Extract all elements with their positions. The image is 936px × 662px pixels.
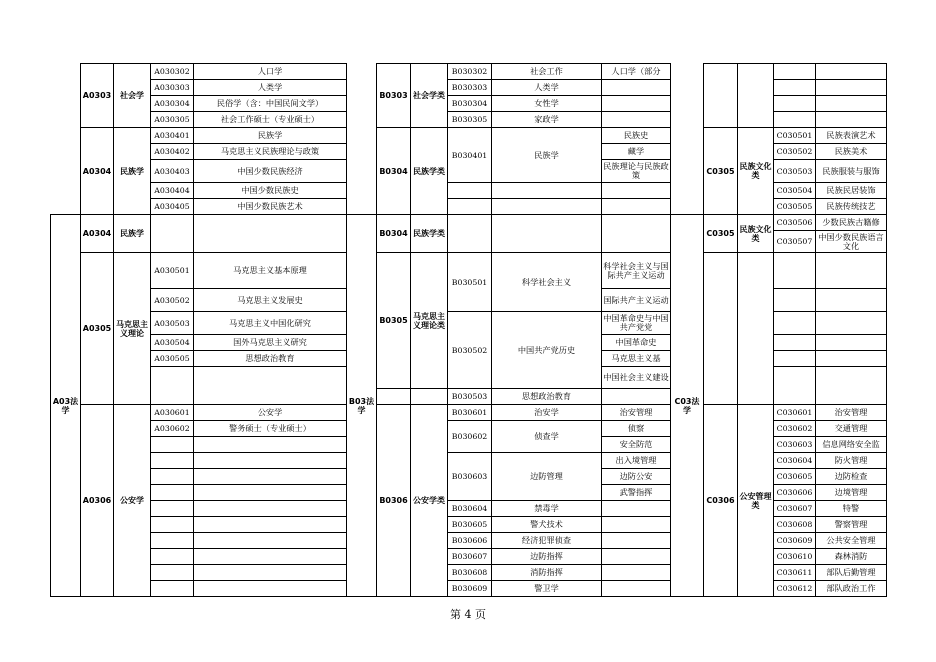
table-cell [704, 64, 738, 128]
b030305-code: B030305 [448, 112, 492, 128]
table-cell [151, 367, 194, 405]
a030404-name: 中国少数民族史 [194, 183, 347, 199]
a030602-name: 警务硕士（专业硕士） [194, 421, 347, 437]
table-cell [602, 517, 671, 533]
table-cell [602, 112, 671, 128]
table-cell [602, 215, 671, 253]
table-cell [194, 469, 347, 485]
table-cell [816, 367, 887, 405]
table-cell [816, 335, 887, 351]
table-cell [774, 351, 816, 367]
table-cell [194, 367, 347, 405]
table-cell [602, 183, 671, 199]
b0306-code: B0306 [377, 405, 411, 597]
c030504-name: 民族民居装饰 [816, 183, 887, 199]
table-cell [194, 517, 347, 533]
table-cell [774, 367, 816, 405]
table-cell [492, 215, 602, 253]
table-cell [704, 253, 738, 405]
b030503-name: 思想政治教育 [492, 389, 602, 405]
table-cell [151, 533, 194, 549]
c030601-code: C030601 [774, 405, 816, 421]
a0303-name: 社会学 [114, 64, 151, 128]
table-cell [774, 96, 816, 112]
b03-root: B03法学 [347, 215, 377, 597]
b0306-name: 公安学类 [411, 405, 448, 597]
table-cell [816, 351, 887, 367]
c030501-name: 民族表演艺术 [816, 128, 887, 144]
a0306-name: 公安学 [114, 405, 151, 597]
b030302-note: 人口学（部分 [602, 64, 671, 80]
table-cell [151, 485, 194, 501]
b030304-code: B030304 [448, 96, 492, 112]
b030401-code: B030401 [448, 128, 492, 183]
table-cell [816, 64, 887, 80]
a0304-code: A0304 [81, 128, 114, 215]
c030612-code: C030612 [774, 581, 816, 597]
a0306-code: A0306 [81, 405, 114, 597]
c030609-name: 公共安全管理 [816, 533, 887, 549]
table-cell [602, 581, 671, 597]
a030303-name: 人类学 [194, 80, 347, 96]
b030302-name: 社会工作 [492, 64, 602, 80]
c030605-name: 边防检查 [816, 469, 887, 485]
table-cell [151, 565, 194, 581]
table-cell [774, 335, 816, 351]
a030403-code: A030403 [151, 160, 194, 183]
c030507-name: 中国少数民族语言文化 [816, 231, 887, 253]
table-cell [738, 253, 774, 405]
a030502-code: A030502 [151, 289, 194, 312]
c0305-code: C0305 [704, 128, 738, 215]
b030501-note-2: 国际共产主义运动 [602, 289, 671, 312]
table-cell [602, 549, 671, 565]
b030609-code: B030609 [448, 581, 492, 597]
c030603-code: C030603 [774, 437, 816, 453]
c030602-name: 交通管理 [816, 421, 887, 437]
b030602-name: 侦查学 [492, 421, 602, 453]
c030501-code: C030501 [774, 128, 816, 144]
b030601-name: 治安学 [492, 405, 602, 421]
table-cell [602, 96, 671, 112]
table-cell [774, 80, 816, 96]
a030303-code: A030303 [151, 80, 194, 96]
c030504-code: C030504 [774, 183, 816, 199]
a030302-name: 人口学 [194, 64, 347, 80]
b030501-note-1: 科学社会主义与国际共产主义运动 [602, 253, 671, 289]
c030611-name: 部队后勤管理 [816, 565, 887, 581]
a030503-code: A030503 [151, 312, 194, 335]
c030604-name: 防火管理 [816, 453, 887, 469]
b030502-code: B030502 [448, 312, 492, 389]
b0304-name: 民族学类 [411, 128, 448, 215]
table-cell [774, 312, 816, 335]
table-cell [194, 549, 347, 565]
table-cell [194, 485, 347, 501]
c030505-name: 民族传统技艺 [816, 199, 887, 215]
b030603-note-1: 出入境管理 [602, 453, 671, 469]
a030404-code: A030404 [151, 183, 194, 199]
b030603-note-2: 边防公安 [602, 469, 671, 485]
c030607-code: C030607 [774, 501, 816, 517]
b030501-name: 科学社会主义 [492, 253, 602, 312]
c030502-code: C030502 [774, 144, 816, 160]
table-cell [377, 389, 411, 405]
c03-root: C03法学 [671, 215, 704, 597]
table-cell [774, 289, 816, 312]
b0303-code: B0303 [377, 64, 411, 128]
a030405-name: 中国少数民族艺术 [194, 199, 347, 215]
a0304b-code: A0304 [81, 215, 114, 253]
b030302-code: B030302 [448, 64, 492, 80]
table-c03 [670, 63, 887, 597]
c0305b-code: C0305 [704, 215, 738, 253]
c030612-name: 部队政治工作 [816, 581, 887, 597]
b030401-note-1: 民族史 [602, 128, 671, 144]
c030610-name: 森林消防 [816, 549, 887, 565]
b030603-name: 边防管理 [492, 453, 602, 501]
table-cell [602, 80, 671, 96]
b030501-code: B030501 [448, 253, 492, 312]
a030402-name: 马克思主义民族理论与政策 [194, 144, 347, 160]
b030605-name: 警犬技术 [492, 517, 602, 533]
table-a03 [50, 63, 347, 597]
table-cell [602, 199, 671, 215]
a030502-name: 马克思主义发展史 [194, 289, 347, 312]
b030602-note-2: 安全防范 [602, 437, 671, 453]
b030305-name: 家政学 [492, 112, 602, 128]
table-cell [151, 453, 194, 469]
c0306-name: 公安管理类 [738, 405, 774, 597]
c030608-code: C030608 [774, 517, 816, 533]
b030303-name: 人类学 [492, 80, 602, 96]
b030603-note-3: 武警指挥 [602, 485, 671, 501]
table-cell [816, 312, 887, 335]
table-cell [194, 533, 347, 549]
c030603-name: 信息网络安全监 [816, 437, 887, 453]
b030401-note-3: 民族理论与民族政策 [602, 160, 671, 183]
table-cell [194, 565, 347, 581]
c0306-code: C0306 [704, 405, 738, 597]
table-cell [194, 581, 347, 597]
b030502-name: 中国共产党历史 [492, 312, 602, 389]
a030304-code: A030304 [151, 96, 194, 112]
a030402-code: A030402 [151, 144, 194, 160]
a03-root: A03法学 [51, 215, 81, 597]
c030602-code: C030602 [774, 421, 816, 437]
a0305-name: 马克思主义理论 [114, 253, 151, 405]
b030606-name: 经济犯罪侦查 [492, 533, 602, 549]
a030504-name: 国外马克思主义研究 [194, 335, 347, 351]
b030401-note-2: 藏学 [602, 144, 671, 160]
b030607-name: 边防指挥 [492, 549, 602, 565]
b030604-name: 禁毒学 [492, 501, 602, 517]
c030601-name: 治安管理 [816, 405, 887, 421]
table-cell [602, 565, 671, 581]
b030604-code: B030604 [448, 501, 492, 517]
b030502-note-4: 中国社会主义建设 [602, 367, 671, 389]
a030501-code: A030501 [151, 253, 194, 289]
c030610-code: C030610 [774, 549, 816, 565]
a030503-name: 马克思主义中国化研究 [194, 312, 347, 335]
table-cell [492, 199, 602, 215]
table-cell [816, 96, 887, 112]
a030601-name: 公安学 [194, 405, 347, 421]
c030605-code: C030605 [774, 469, 816, 485]
b030502-note-2: 中国革命史 [602, 335, 671, 351]
b030602-code: B030602 [448, 421, 492, 453]
c030506-code: C030506 [774, 215, 816, 231]
c030503-code: C030503 [774, 160, 816, 183]
b0304-code: B0304 [377, 128, 411, 215]
c030607-name: 特警 [816, 501, 887, 517]
a030305-name: 社会工作硕士（专业硕士） [194, 112, 347, 128]
table-cell [151, 501, 194, 517]
b030303-code: B030303 [448, 80, 492, 96]
b030608-code: B030608 [448, 565, 492, 581]
table-cell [816, 289, 887, 312]
a0303-code: A0303 [81, 64, 114, 128]
table-cell [671, 64, 704, 215]
a030405-code: A030405 [151, 199, 194, 215]
a030302-code: A030302 [151, 64, 194, 80]
table-cell [194, 453, 347, 469]
c0305-name: 民族文化类 [738, 128, 774, 215]
table-cell [738, 64, 774, 128]
table-cell [51, 64, 81, 215]
b030304-name: 女性学 [492, 96, 602, 112]
table-cell [411, 389, 448, 405]
a030401-code: A030401 [151, 128, 194, 144]
a030602-code: A030602 [151, 421, 194, 437]
a030505-name: 思想政治教育 [194, 351, 347, 367]
table-cell [194, 437, 347, 453]
table-cell [602, 501, 671, 517]
b030605-code: B030605 [448, 517, 492, 533]
b030601-code: B030601 [448, 405, 492, 421]
a030403-name: 中国少数民族经济 [194, 160, 347, 183]
b030607-code: B030607 [448, 549, 492, 565]
c030608-name: 警察管理 [816, 517, 887, 533]
c030611-code: C030611 [774, 565, 816, 581]
b030603-code: B030603 [448, 453, 492, 501]
c030503-name: 民族服装与服饰 [816, 160, 887, 183]
b0303-name: 社会学类 [411, 64, 448, 128]
table-cell [151, 581, 194, 597]
b030401-name: 民族学 [492, 128, 602, 183]
table-cell [816, 112, 887, 128]
table-cell [151, 549, 194, 565]
c030606-name: 边境管理 [816, 485, 887, 501]
a0304-name: 民族学 [114, 128, 151, 215]
b030503-code: B030503 [448, 389, 492, 405]
b030608-name: 消防指挥 [492, 565, 602, 581]
table-cell [774, 253, 816, 289]
a0304b-name: 民族学 [114, 215, 151, 253]
table-cell [602, 533, 671, 549]
table-cell [194, 501, 347, 517]
table-cell [194, 215, 347, 253]
b0304b-name: 民族学类 [411, 215, 448, 253]
a0305-code: A0305 [81, 253, 114, 405]
b030601-note: 治安管理 [602, 405, 671, 421]
table-cell [602, 389, 671, 405]
table-cell [816, 80, 887, 96]
c0305b-name: 民族文化类 [738, 215, 774, 253]
table-cell [151, 469, 194, 485]
b0305-name: 马克思主义理论类 [411, 253, 448, 389]
c030604-code: C030604 [774, 453, 816, 469]
a030501-name: 马克思主义基本原理 [194, 253, 347, 289]
c030609-code: C030609 [774, 533, 816, 549]
b0305-code: B0305 [377, 253, 411, 389]
table-cell [774, 112, 816, 128]
table-cell [151, 215, 194, 253]
table-cell [151, 437, 194, 453]
b030502-note-3: 马克思主义基 [602, 351, 671, 367]
b030609-name: 警卫学 [492, 581, 602, 597]
b030606-code: B030606 [448, 533, 492, 549]
a030505-code: A030505 [151, 351, 194, 367]
b030502-note-1: 中国革命史与中国共产党党 [602, 312, 671, 335]
table-cell [448, 199, 492, 215]
table-cell [347, 64, 377, 215]
c030606-code: C030606 [774, 485, 816, 501]
table-cell [774, 64, 816, 80]
c030502-name: 民族美术 [816, 144, 887, 160]
b0304b-code: B0304 [377, 215, 411, 253]
a030305-code: A030305 [151, 112, 194, 128]
table-b03 [346, 63, 671, 597]
table-cell [448, 183, 492, 199]
table-cell [448, 215, 492, 253]
c030505-code: C030505 [774, 199, 816, 215]
table-cell [492, 183, 602, 199]
page-footer: 第 4 页 [450, 608, 486, 621]
table-cell [816, 253, 887, 289]
a030304-name: 民俗学（含：中国民间文学） [194, 96, 347, 112]
a030601-code: A030601 [151, 405, 194, 421]
a030504-code: A030504 [151, 335, 194, 351]
table-cell [151, 517, 194, 533]
c030506-name: 少数民族古籍修 [816, 215, 887, 231]
b030602-note-1: 侦察 [602, 421, 671, 437]
a030401-name: 民族学 [194, 128, 347, 144]
c030507-code: C030507 [774, 231, 816, 253]
